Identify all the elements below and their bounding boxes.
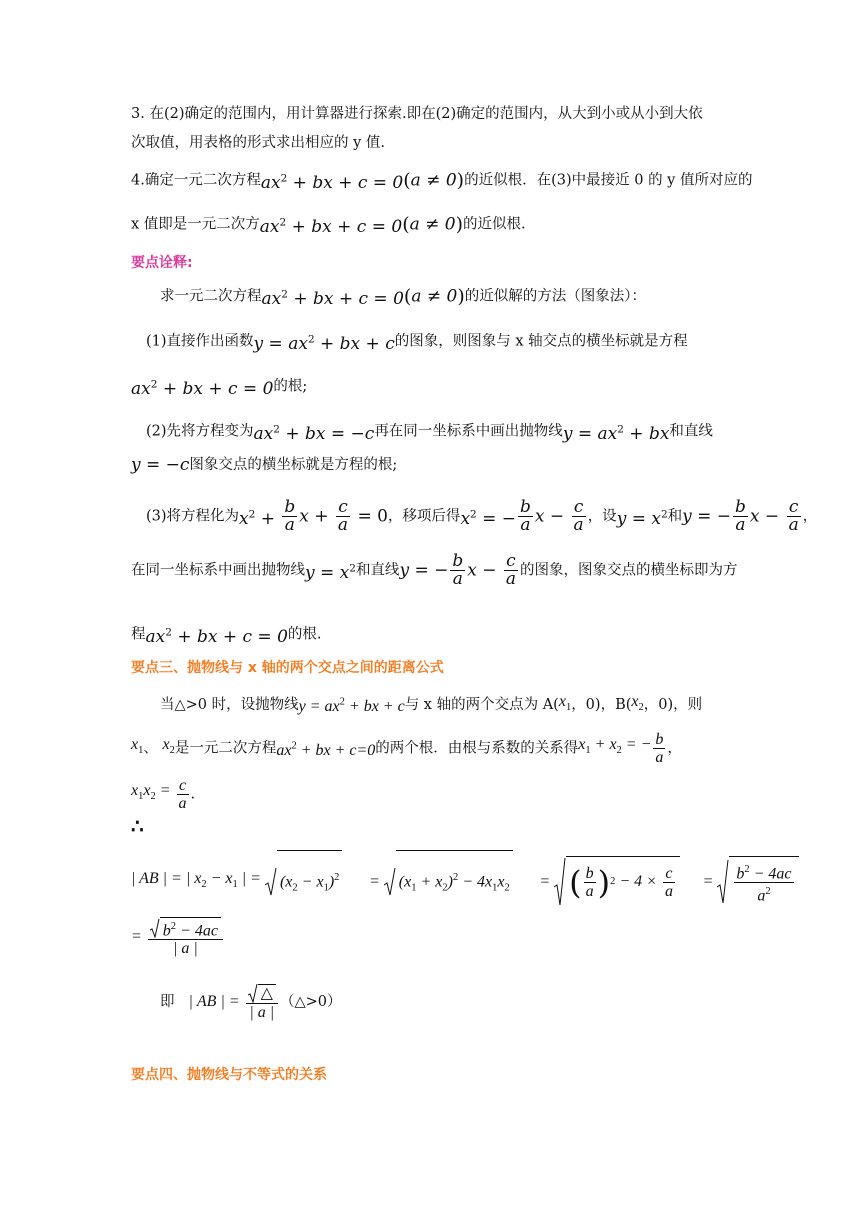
condition: a ≠ 0 xyxy=(410,170,457,191)
method3-line2 xyxy=(131,553,738,588)
method3-line3 xyxy=(131,622,322,647)
paren-left: ( xyxy=(403,285,412,308)
distance-para-line3 xyxy=(131,777,195,812)
fraction-c-over-a: $\frac{c}{a}$ xyxy=(573,497,584,535)
term: x + xyxy=(299,506,334,527)
function-formula: $y = ax^2$ + bx + c xyxy=(253,333,395,354)
comma: ， xyxy=(802,508,818,525)
fraction-b-over-a: $\frac{b}{a}$ xyxy=(735,497,746,535)
fraction-b-over-a: $\frac{b}{a}$ xyxy=(452,551,464,589)
text: ，移项后得 xyxy=(387,508,461,525)
x2: $x_2$ xyxy=(162,736,175,757)
period: . xyxy=(190,786,196,803)
parabola-formula: $y = ax^2$ + bx xyxy=(562,423,670,444)
method2-line2 xyxy=(131,455,397,475)
text: 和直线 xyxy=(669,423,713,440)
therefore-symbol: ∴ xyxy=(131,814,144,838)
heading-section4: 要点四、抛物线与不等式的关系 xyxy=(131,1067,327,1083)
paren-right: ) xyxy=(455,213,464,236)
sqrt-4: $\frac{b^2 - 4ac}{a^2}$ xyxy=(717,856,798,907)
text: ，0)，B( xyxy=(571,697,632,714)
derivation-result xyxy=(131,912,225,962)
text: 即 xyxy=(160,994,175,1010)
quadratic-equation: $ax^2$ + bx + c = 0 xyxy=(261,288,404,309)
method3-line1 xyxy=(146,499,817,534)
equation: $ax^2$ + bx + c = 0 xyxy=(131,378,274,399)
text: 在同一坐标系中画出抛物线 xyxy=(131,562,305,579)
fraction-c-over-a: $\frac{c}{a}$ xyxy=(788,497,799,535)
quadratic-equation: $ax^2$ + bx + c = 0 xyxy=(260,172,404,193)
paren-right: ) xyxy=(457,285,465,308)
line-formula: y = −c xyxy=(131,455,190,475)
method1-line1 xyxy=(146,329,688,354)
paren-left: ( xyxy=(403,169,411,192)
fraction-b-over-a: $\frac{b}{a}$ xyxy=(284,497,296,535)
ab-abs: | AB | = xyxy=(188,993,244,1010)
text: 再在同一坐标系中画出抛物线 xyxy=(374,423,563,440)
sqrt-2: $(x_1 + x_2)^2 - 4x_1x_2$ xyxy=(384,850,513,914)
transformed-equation: $ax^2$ + bx = −c xyxy=(253,423,375,444)
eq-2: = xyxy=(369,872,384,890)
comma: ， xyxy=(667,740,682,757)
text: ，设 xyxy=(587,508,617,525)
sqrt-1: $(x_2 - x_1)^2$ xyxy=(265,850,342,914)
text: 图象交点的横坐标就是方程的根; xyxy=(189,457,398,473)
text: 4.确定一元二次方程 xyxy=(131,172,261,189)
text: 的图象，则图象与 x 轴交点的横坐标就是方程 xyxy=(394,333,688,350)
text: 的近似根. xyxy=(463,216,526,233)
x1: $x_1$ xyxy=(131,736,144,757)
text: 的近似解的方法（图象法）： xyxy=(464,288,646,305)
parabola-formula: $y = x^2$ xyxy=(305,562,356,583)
fraction-c-over-a: $\frac{c}{a}$ xyxy=(178,777,187,812)
fraction-b-over-a: $\frac{b}{a}$ xyxy=(520,497,531,535)
condition: a ≠ 0 xyxy=(409,214,456,235)
step3-line1: 3. 在(2)确定的范围内，用计算器进行探索.即在(2)确定的范围内，从大到小或从小到大依 xyxy=(131,106,703,122)
text: (1)直接作出函数 xyxy=(146,333,254,350)
paren-right: ) xyxy=(456,169,465,192)
notes-intro xyxy=(160,284,646,309)
sqrt-delta-over-abs-a: $\frac{b^2 - 4ac}{| a |}$ xyxy=(148,917,223,957)
x2: $x_2$ xyxy=(631,693,644,714)
text: 和直线 xyxy=(355,562,400,579)
fraction-b-over-a: $\frac{b}{a}$ xyxy=(655,731,664,766)
paren-left: ( xyxy=(402,213,410,236)
text: 的两个根．由根与系数的关系得 xyxy=(375,740,579,757)
condition: a ≠ 0 xyxy=(411,286,458,307)
parabola-formula: $y = ax^2$ + bx + c xyxy=(298,696,405,716)
condition: （△>0） xyxy=(279,994,342,1010)
step4-line1 xyxy=(131,168,753,193)
step4-line2 xyxy=(131,212,526,237)
fraction-c-over-a: $\frac{c}{a}$ xyxy=(337,497,349,535)
sqrt-3: ( $\frac{b}{a}$ )$^2$ − 4 × $\frac{c}{a}$ xyxy=(554,856,680,907)
text: 的近似根．在(3)中最接近 0 的 y 值所对应的 xyxy=(464,172,753,189)
final-formula xyxy=(160,980,341,1024)
derivation-row xyxy=(131,850,799,905)
text: 求一元二次方程 xyxy=(160,288,262,305)
text: 是一元二次方程 xyxy=(174,740,277,757)
heading-notes: 要点诠释: xyxy=(131,255,193,271)
line-formula: y = − xyxy=(399,560,449,581)
text: 的根. xyxy=(287,626,322,643)
line-formula: y = − xyxy=(682,506,732,527)
eq-3: = xyxy=(539,872,555,890)
text: 当△>0 时，设抛物线 xyxy=(160,697,299,714)
product-of-roots: $x_1x_2$ = xyxy=(131,782,175,803)
term: x − xyxy=(749,506,785,527)
text: 的根; xyxy=(273,378,308,395)
x1: $x_1$ xyxy=(558,693,572,714)
eq-5: = xyxy=(131,928,146,945)
term: x − xyxy=(467,560,502,581)
heading-section3: 要点三、抛物线与 x 轴的两个交点之间的距离公式 xyxy=(131,660,444,676)
eq-4: = xyxy=(702,872,718,890)
text: 的图象，图象交点的横坐标即为方 xyxy=(520,562,738,579)
sum-of-roots: $x_1 + x_2$ = − xyxy=(578,736,652,757)
quadratic-equation: $ax^2$ + bx + c = 0 xyxy=(259,216,403,237)
normalized-equation: $x^2$ + xyxy=(239,508,281,529)
method1-line2 xyxy=(131,374,307,399)
text: ，0)，则 xyxy=(643,697,703,714)
ab-abs: | AB | = | $x_2 - x_1$ | = xyxy=(131,869,265,890)
distance-para-line2 xyxy=(131,731,682,766)
sqrt-delta-fraction: $\frac{\triangle}{| a |}$ xyxy=(246,983,278,1021)
text: x 值即是一元二次方 xyxy=(131,216,260,233)
equation: $ax^2$ + bx + c = 0 xyxy=(145,626,288,647)
term: x − xyxy=(534,506,570,527)
equation: $ax^2$ + bx + c=0 xyxy=(276,740,376,759)
separator: 、 xyxy=(143,740,163,757)
text: 和 xyxy=(667,508,683,525)
text: (3)将方程化为 xyxy=(146,508,240,525)
text: (2)先将方程变为 xyxy=(146,423,254,440)
distance-para-line1 xyxy=(160,692,702,718)
text: 程 xyxy=(131,626,146,643)
step3-line2: 次取值，用表格的形式求出相应的 y 值. xyxy=(131,135,386,151)
moved-equation: $x^2$ = − xyxy=(460,508,517,529)
text: 与 x 轴的两个交点为 A( xyxy=(404,697,559,714)
parabola-formula: $y = x^2$ xyxy=(616,508,668,529)
term: = 0 xyxy=(352,506,388,527)
fraction-c-over-a: $\frac{c}{a}$ xyxy=(505,551,517,589)
method2-line1 xyxy=(146,419,713,444)
